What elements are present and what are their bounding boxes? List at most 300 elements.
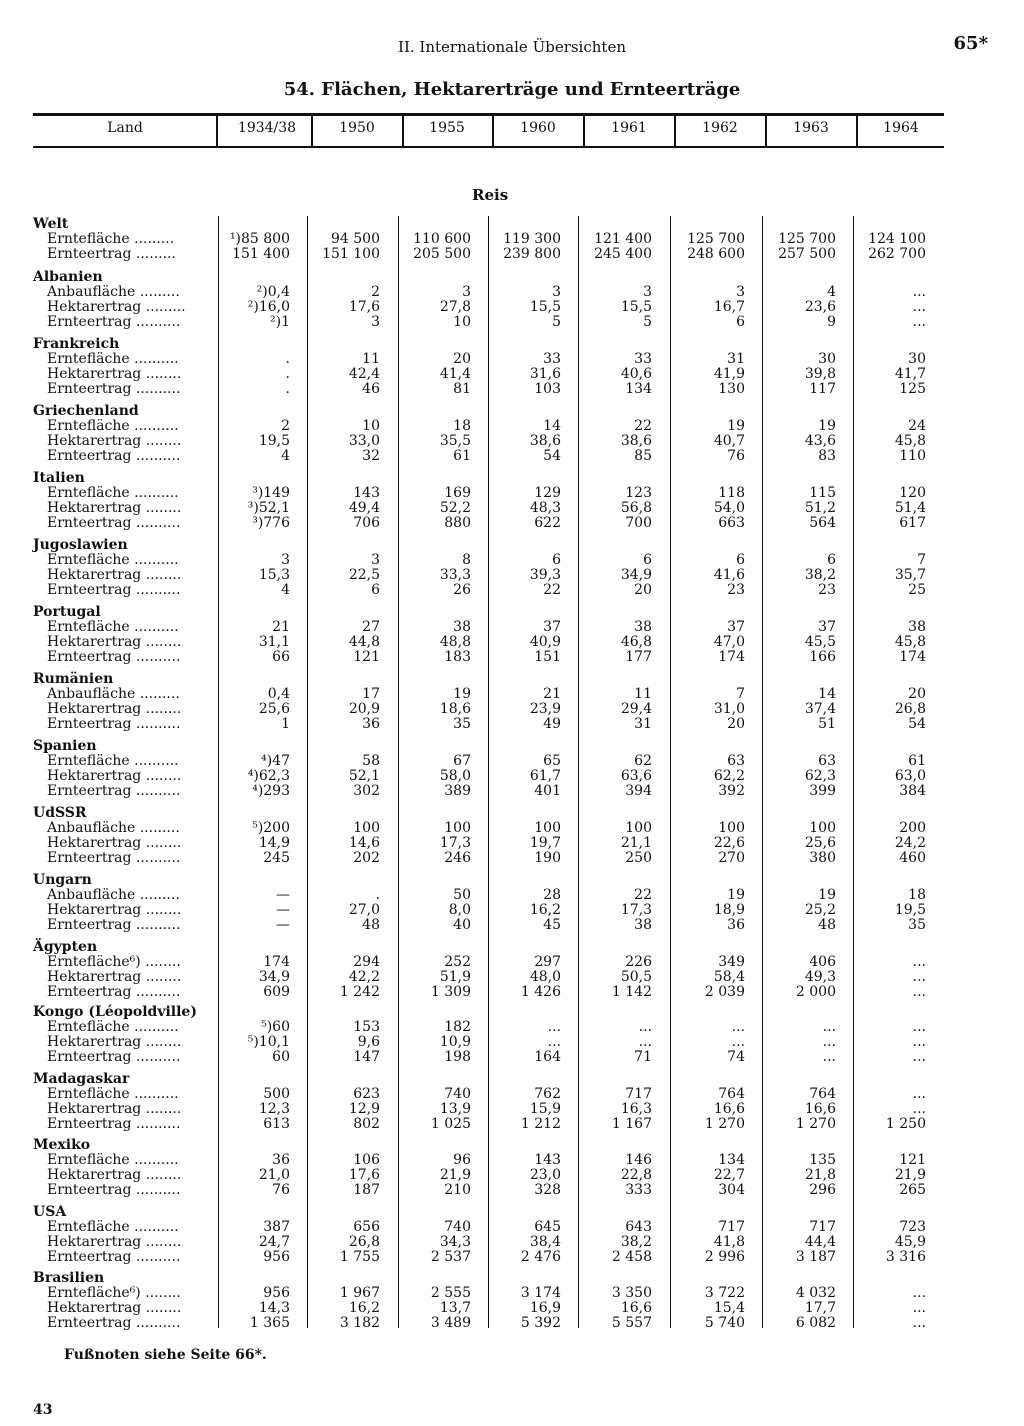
row-label: Hektarertrag ........	[47, 566, 182, 583]
table-cell: 1 309	[430, 983, 471, 1000]
table-cell: 19	[727, 418, 745, 434]
table-cell: 11	[362, 351, 380, 367]
table-cell: 2	[371, 284, 380, 300]
table-cell: 153	[353, 1019, 380, 1035]
table-cell: 54,0	[713, 499, 745, 516]
table-cell: 394	[625, 782, 652, 799]
table-cell: 25,6	[804, 834, 836, 851]
row-label: Ernteertrag ..........	[47, 983, 181, 1000]
table-cell: 16,6	[713, 1100, 745, 1117]
running-head: II. Internationale Übersichten	[398, 38, 626, 56]
table-cell: 17,3	[620, 901, 652, 918]
table-cell: 12,9	[348, 1100, 380, 1117]
table-cell: 16,9	[529, 1299, 561, 1316]
table-cell: 125 700	[778, 231, 836, 247]
column-header-1950: 1950	[339, 120, 375, 136]
table-cell: ²)1	[270, 313, 290, 330]
table-cell: 14	[543, 418, 561, 434]
table-cell: ...	[912, 968, 926, 985]
table-cell: .	[285, 351, 290, 367]
table-cell: 3	[371, 313, 380, 330]
table-cell: 1 212	[520, 1115, 561, 1132]
table-cell: 25,6	[258, 700, 290, 717]
table-cell: ...	[912, 1033, 926, 1050]
column-header-1960: 1960	[520, 120, 556, 136]
table-cell: ⁵)60	[261, 1019, 290, 1035]
table-cell: 8	[462, 552, 471, 568]
row-label: Hektarertrag ........	[47, 767, 182, 784]
table-cell: 304	[718, 1181, 745, 1198]
row-label: Erntefläche .........	[47, 231, 175, 247]
table-cell: 58,4	[713, 968, 745, 985]
row-label: Hektarertrag ........	[47, 1100, 182, 1117]
country-name: Welt	[33, 216, 69, 232]
table-cell: 18,6	[439, 700, 471, 717]
row-label: Erntefläche ..........	[47, 753, 179, 769]
table-cell: 24	[908, 418, 926, 434]
table-cell: 35,5	[439, 432, 471, 449]
table-cell: 34,9	[620, 566, 652, 583]
table-cell: 40,6	[620, 365, 652, 382]
table-cell: 22	[634, 887, 652, 903]
table-cell: ...	[547, 1033, 561, 1050]
table-cell: 14,9	[258, 834, 290, 851]
country-name: Ägypten	[33, 939, 98, 955]
table-cell: 166	[809, 648, 836, 665]
table-cell: 21,1	[620, 834, 652, 851]
table-cell: 19	[818, 418, 836, 434]
table-cell: 609	[263, 983, 290, 1000]
table-cell: 48	[362, 916, 380, 933]
table-cell: 34,3	[439, 1233, 471, 1250]
table-cell: 700	[625, 514, 652, 531]
table-cell: 61	[453, 447, 471, 464]
table-cell: 1 242	[339, 983, 380, 1000]
table-cell: 6	[736, 552, 745, 568]
table-cell: 2 537	[430, 1248, 471, 1265]
row-label: Erntefläche ..........	[47, 1019, 179, 1035]
table-cell: 1 250	[885, 1115, 926, 1132]
table-cell: 956	[263, 1248, 290, 1265]
column-header-1934-38: 1934/38	[237, 120, 297, 136]
row-label: Ernteertrag ..........	[47, 648, 181, 665]
table-cell: ...	[912, 1314, 926, 1331]
table-cell: 51	[818, 715, 836, 732]
table-cell: 15,5	[529, 298, 561, 315]
row-label: Hektarertrag .........	[47, 298, 186, 315]
table-cell: 94 500	[331, 231, 380, 247]
country-name: Italien	[33, 470, 85, 486]
table-cell: ⁵)10,1	[247, 1033, 290, 1050]
table-cell: 3 182	[339, 1314, 380, 1331]
table-cell: 5	[552, 313, 561, 330]
table-cell: 35	[908, 916, 926, 933]
table-cell: 164	[534, 1048, 561, 1065]
table-cell: ...	[822, 1019, 836, 1035]
row-label: Ernteertrag ..........	[47, 447, 181, 464]
table-cell: .	[285, 380, 290, 397]
table-cell: 1 167	[611, 1115, 652, 1132]
table-cell: 5 557	[611, 1314, 652, 1331]
table-cell: ...	[912, 1019, 926, 1035]
table-cell: 14	[818, 686, 836, 702]
table-cell: 10,9	[439, 1033, 471, 1050]
table-cell: 406	[809, 954, 836, 970]
table-cell: 3 722	[704, 1285, 745, 1301]
table-cell: 3 350	[611, 1285, 652, 1301]
table-cell: 183	[444, 648, 471, 665]
table-cell: 23,0	[529, 1166, 561, 1183]
country-name: Frankreich	[33, 336, 120, 352]
table-cell: 58,0	[439, 767, 471, 784]
table-cell: 31	[634, 715, 652, 732]
table-cell: .	[375, 887, 380, 903]
table-cell: 19,5	[894, 901, 926, 918]
table-cell: 174	[263, 954, 290, 970]
table-cell: 200	[899, 820, 926, 836]
table-cell: 76	[272, 1181, 290, 1198]
table-cell: 5 392	[520, 1314, 561, 1331]
table-cell: 37,4	[804, 700, 836, 717]
table-cell: ²)0,4	[256, 284, 290, 300]
table-cell: 4	[827, 284, 836, 300]
table-cell: 3	[643, 284, 652, 300]
table-cell: 117	[809, 380, 836, 397]
table-cell: 52,1	[348, 767, 380, 784]
table-cell: 15,5	[620, 298, 652, 315]
table-cell: 36	[272, 1152, 290, 1168]
table-cell: 239 800	[503, 245, 561, 262]
table-cell: 60	[272, 1048, 290, 1065]
table-cell: ³)776	[252, 514, 290, 531]
table-cell: 31,1	[258, 633, 290, 650]
table-cell: 6	[371, 581, 380, 598]
table-cell: 40	[453, 916, 471, 933]
table-cell: 28	[543, 887, 561, 903]
table-cell: 349	[718, 954, 745, 970]
footnote: Fußnoten siehe Seite 66*.	[64, 1347, 267, 1363]
table-cell: 26	[453, 581, 471, 598]
table-cell: ...	[912, 1299, 926, 1316]
table-cell: 134	[718, 1152, 745, 1168]
table-cell: 48,8	[439, 633, 471, 650]
table-cell: 380	[809, 849, 836, 866]
table-cell: 62	[634, 753, 652, 769]
table-cell: ...	[912, 1100, 926, 1117]
table-cell: 2 039	[704, 983, 745, 1000]
row-label: Erntefläche ..........	[47, 351, 179, 367]
table-cell: 764	[718, 1086, 745, 1102]
column-separator	[216, 116, 218, 146]
table-cell: 1	[281, 715, 290, 732]
table-cell: 19,5	[258, 432, 290, 449]
table-cell: 20	[453, 351, 471, 367]
table-cell: 49,4	[348, 499, 380, 516]
table-cell: 9,6	[357, 1033, 380, 1050]
row-label: Ernteertrag ..........	[47, 514, 181, 531]
table-cell: 48,3	[529, 499, 561, 516]
table-cell: 1 270	[704, 1115, 745, 1132]
row-label: Hektarertrag ........	[47, 1233, 182, 1250]
table-cell: 42,4	[348, 365, 380, 382]
table-cell: 706	[353, 514, 380, 531]
row-label: Ernteertrag .........	[47, 245, 176, 262]
table-cell: 20,9	[348, 700, 380, 717]
table-cell: 129	[534, 485, 561, 501]
table-cell: ⁴)47	[261, 753, 290, 769]
row-label: Erntefläche ..........	[47, 552, 179, 568]
table-cell: 76	[727, 447, 745, 464]
table-cell: 2	[281, 418, 290, 434]
table-cell: 1 365	[249, 1314, 290, 1331]
table-cell: 32	[362, 447, 380, 464]
row-label: Hektarertrag ........	[47, 1299, 182, 1316]
table-cell: 250	[625, 849, 652, 866]
table-cell: 96	[453, 1152, 471, 1168]
table-cell: ...	[912, 298, 926, 315]
column-header-1963: 1963	[793, 120, 829, 136]
table-cell: 333	[625, 1181, 652, 1198]
table-cell: 27	[362, 619, 380, 635]
table-cell: 67	[453, 753, 471, 769]
table-cell: 54	[543, 447, 561, 464]
table-cell: ...	[731, 1033, 745, 1050]
table-cell: 15,3	[258, 566, 290, 583]
table-cell: ⁴)293	[252, 782, 290, 799]
row-label: Hektarertrag ........	[47, 834, 182, 851]
table-cell: 25	[908, 581, 926, 598]
table-cell: 134	[625, 380, 652, 397]
row-label: Ernteertrag ..........	[47, 581, 181, 598]
row-label: Ernteertrag ..........	[47, 849, 181, 866]
table-cell: 100	[444, 820, 471, 836]
table-cell: 38,6	[620, 432, 652, 449]
table-cell: 19	[818, 887, 836, 903]
table-cell: 31	[727, 351, 745, 367]
table-cell: 36	[362, 715, 380, 732]
country-name: Spanien	[33, 738, 97, 754]
top-rule	[33, 113, 944, 116]
table-cell: 11	[634, 686, 652, 702]
table-cell: 169	[444, 485, 471, 501]
table-cell: 85	[634, 447, 652, 464]
table-cell: 1 270	[795, 1115, 836, 1132]
table-cell: 270	[718, 849, 745, 866]
row-label: Erntefläche ..........	[47, 485, 179, 501]
table-cell: 120	[899, 485, 926, 501]
table-cell: 119 300	[503, 231, 561, 247]
table-cell: 16,3	[620, 1100, 652, 1117]
country-name: USA	[33, 1204, 67, 1220]
table-cell: 25,2	[804, 901, 836, 918]
table-cell: 19,7	[529, 834, 561, 851]
table-cell: 764	[809, 1086, 836, 1102]
table-cell: 16,7	[713, 298, 745, 315]
row-label: Hektarertrag ........	[47, 1166, 182, 1183]
table-cell: ...	[912, 1285, 926, 1301]
column-header-1961: 1961	[611, 120, 647, 136]
table-cell: 302	[353, 782, 380, 799]
table-cell: 252	[444, 954, 471, 970]
country-name: Brasilien	[33, 1270, 105, 1286]
table-cell: 16,2	[348, 1299, 380, 1316]
row-label: Ernteertrag ..........	[47, 1115, 181, 1132]
table-cell: 15,4	[713, 1299, 745, 1316]
table-cell: 23,6	[804, 298, 836, 315]
table-cell: 125	[899, 380, 926, 397]
table-cell: 16,6	[804, 1100, 836, 1117]
table-cell: 210	[444, 1181, 471, 1198]
table-cell: ³)149	[252, 485, 290, 501]
table-cell: 23	[727, 581, 745, 598]
table-cell: 100	[718, 820, 745, 836]
table-cell: 35	[453, 715, 471, 732]
table-cell: —	[276, 901, 290, 918]
table-cell: 645	[534, 1219, 561, 1235]
table-cell: 226	[625, 954, 652, 970]
table-cell: 123	[625, 485, 652, 501]
table-cell: 56,8	[620, 499, 652, 516]
table-cell: 3	[462, 284, 471, 300]
table-cell: 9	[827, 313, 836, 330]
table-cell: 1 426	[520, 983, 561, 1000]
table-cell: 21,9	[439, 1166, 471, 1183]
table-cell: 17,3	[439, 834, 471, 851]
table-cell: 38,6	[529, 432, 561, 449]
table-cell: 103	[534, 380, 561, 397]
table-cell: 30	[818, 351, 836, 367]
table-cell: 296	[809, 1181, 836, 1198]
table-cell: 61	[908, 753, 926, 769]
table-cell: 50	[453, 887, 471, 903]
table-cell: 2 555	[430, 1285, 471, 1301]
table-cell: 41,9	[713, 365, 745, 382]
table-cell: 38,2	[620, 1233, 652, 1250]
table-cell: 40,9	[529, 633, 561, 650]
row-label: Erntefläche ..........	[47, 1086, 179, 1102]
table-cell: 740	[444, 1086, 471, 1102]
table-cell: 44,4	[804, 1233, 836, 1250]
table-cell: 20	[727, 715, 745, 732]
table-cell: ...	[912, 1048, 926, 1065]
column-header-1964: 1964	[883, 120, 919, 136]
table-cell: ...	[638, 1033, 652, 1050]
table-cell: 4	[281, 447, 290, 464]
table-cell: 39,3	[529, 566, 561, 583]
table-cell: 63,6	[620, 767, 652, 784]
table-cell: 35,7	[894, 566, 926, 583]
table-cell: 49,3	[804, 968, 836, 985]
table-cell: 297	[534, 954, 561, 970]
table-cell: 58	[362, 753, 380, 769]
table-cell: 17,6	[348, 298, 380, 315]
table-cell: 22,7	[713, 1166, 745, 1183]
country-name: Ungarn	[33, 872, 92, 888]
table-cell: 147	[353, 1048, 380, 1065]
row-label: Erntefläche ..........	[47, 418, 179, 434]
table-cell: 146	[625, 1152, 652, 1168]
table-cell: 21	[272, 619, 290, 635]
table-cell: 22	[634, 418, 652, 434]
table-cell: ...	[731, 1019, 745, 1035]
table-cell: 22,6	[713, 834, 745, 851]
table-cell: ⁴)62,3	[247, 767, 290, 784]
row-label: Anbaufläche .........	[47, 887, 180, 903]
table-cell: 100	[809, 820, 836, 836]
row-label: Ernteertrag ..........	[47, 380, 181, 397]
table-cell: 956	[263, 1285, 290, 1301]
header-rule	[33, 146, 944, 148]
table-cell: 22,8	[620, 1166, 652, 1183]
table-cell: 62,2	[713, 767, 745, 784]
table-cell: 110	[899, 447, 926, 464]
table-cell: 29,4	[620, 700, 652, 717]
table-cell: 71	[634, 1048, 652, 1065]
table-cell: 54	[908, 715, 926, 732]
row-label: Hektarertrag ........	[47, 968, 182, 985]
table-cell: 49	[543, 715, 561, 732]
table-cell: ...	[547, 1019, 561, 1035]
table-cell: 246	[444, 849, 471, 866]
table-cell: 151 100	[322, 245, 380, 262]
country-name: Mexiko	[33, 1137, 91, 1153]
table-cell: 245	[263, 849, 290, 866]
table-cell: 52,2	[439, 499, 471, 516]
row-label: Ernteertrag ..........	[47, 1248, 181, 1265]
table-cell: 33,3	[439, 566, 471, 583]
table-cell: 2 996	[704, 1248, 745, 1265]
table-cell: 115	[809, 485, 836, 501]
table-cell: 248 600	[687, 245, 745, 262]
table-cell: 36	[727, 916, 745, 933]
table-cell: 143	[353, 485, 380, 501]
table-cell: ...	[912, 284, 926, 300]
table-cell: 43,6	[804, 432, 836, 449]
table-cell: 174	[899, 648, 926, 665]
table-cell: 389	[444, 782, 471, 799]
table-cell: 4	[281, 581, 290, 598]
page-number: 65*	[953, 33, 988, 54]
table-cell: 46,8	[620, 633, 652, 650]
table-cell: 38	[453, 619, 471, 635]
table-cell: 23	[818, 581, 836, 598]
table-cell: 294	[353, 954, 380, 970]
table-cell: 3 187	[795, 1248, 836, 1265]
table-cell: 26,8	[348, 1233, 380, 1250]
table-cell: 27,0	[348, 901, 380, 918]
table-cell: 37	[727, 619, 745, 635]
table-cell: 63,0	[894, 767, 926, 784]
table-cell: 21	[543, 686, 561, 702]
table-cell: 33	[634, 351, 652, 367]
country-name: Portugal	[33, 604, 101, 620]
table-cell: 16,2	[529, 901, 561, 918]
table-cell: 2 476	[520, 1248, 561, 1265]
table-cell: 717	[625, 1086, 652, 1102]
table-cell: 38	[634, 619, 652, 635]
country-name: Madagaskar	[33, 1071, 130, 1087]
table-cell: 38,4	[529, 1233, 561, 1250]
row-label: Anbaufläche .........	[47, 820, 180, 836]
table-cell: 41,7	[894, 365, 926, 382]
table-cell: 45	[543, 916, 561, 933]
country-name: Rumänien	[33, 671, 114, 687]
row-label: Erntefläche ..........	[47, 1152, 179, 1168]
table-cell: 723	[899, 1219, 926, 1235]
country-name: Jugoslawien	[33, 537, 128, 553]
table-cell: 663	[718, 514, 745, 531]
table-cell: 5	[643, 313, 652, 330]
